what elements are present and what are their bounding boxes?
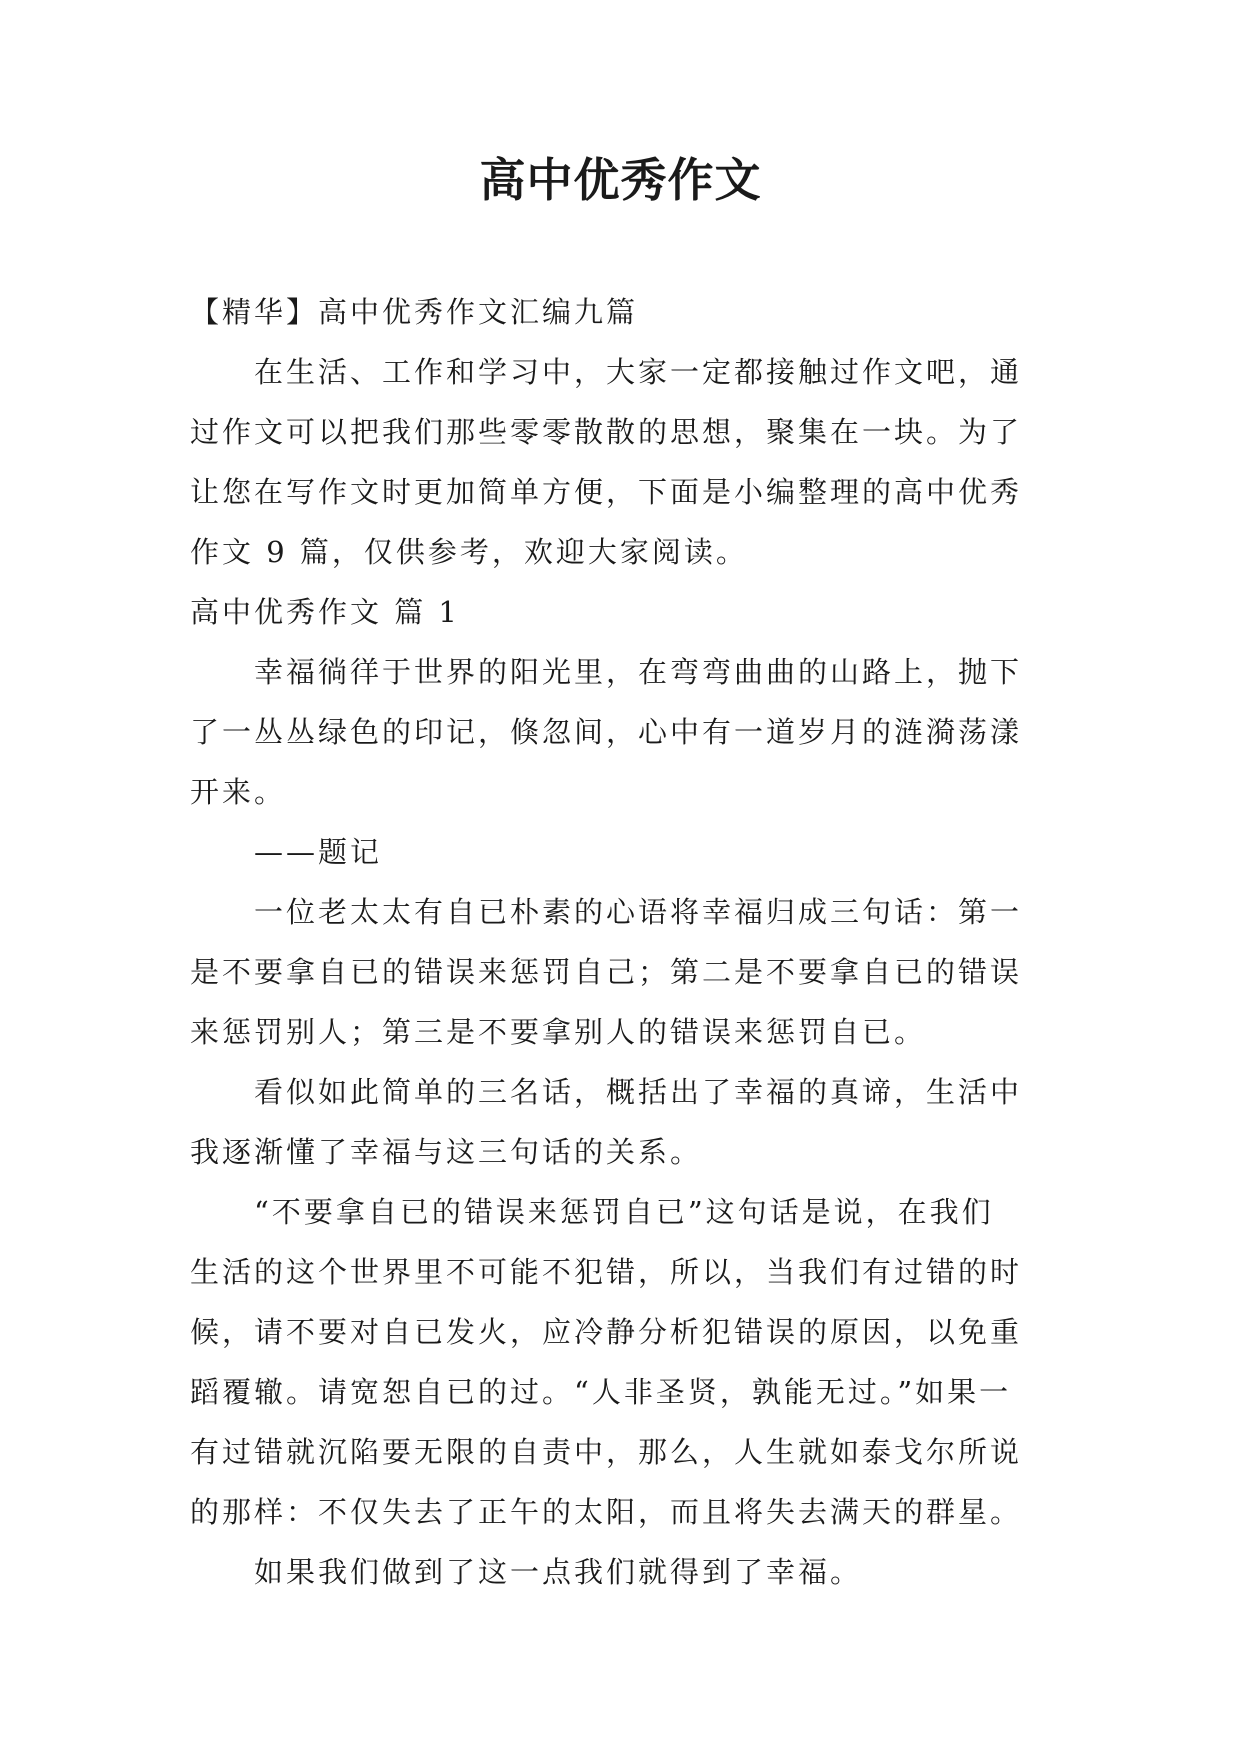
body-text-line: 有过错就沉陷要无限的自责中，那么，人生就如泰戈尔所说: [190, 1435, 1023, 1469]
body-text-line: 来惩罚别人；第三是不要拿别人的错误来惩罚自已。: [190, 1015, 927, 1049]
body-text-line: 作文 9 篇，仅供参考，欢迎大家阅读。: [190, 535, 748, 569]
body-text-line: 在生活、工作和学习中，大家一定都接触过作文吧，通: [254, 355, 1023, 389]
body-text-line: 我逐渐懂了幸福与这三句话的关系。: [190, 1135, 703, 1169]
body-text-line: 过作文可以把我们那些零零散散的思想，聚集在一块。为了: [190, 415, 1023, 449]
body-text-line: 候，请不要对自已发火，应冷静分析犯错误的原因，以免重: [190, 1315, 1023, 1349]
body-text-line: ——题记: [254, 835, 383, 869]
body-text-line: 生活的这个世界里不可能不犯错，所以，当我们有过错的时: [190, 1255, 1023, 1289]
body-text-line: 【精华】高中优秀作文汇编九篇: [190, 295, 639, 329]
body-text-line: 开来。: [190, 775, 287, 809]
body-text-line: 是不要拿自已的错误来惩罚自己；第二是不要拿自已的错误: [190, 955, 1023, 989]
body-text-line: 让您在写作文时更加简单方便，下面是小编整理的高中优秀: [190, 475, 1023, 509]
body-text-line: 了一丛丛绿色的印记，倏忽间，心中有一道岁月的涟漪荡漾: [190, 715, 1023, 749]
document-body: [190, 282, 1090, 1602]
body-text-line: 一位老太太有自已朴素的心语将幸福归成三句话：第一: [254, 895, 1023, 929]
body-text-line: 的那样：不仅失去了正午的太阳，而且将失去满天的群星。: [190, 1495, 1023, 1529]
body-text-line: 看似如此简单的三名话，概括出了幸福的真谛，生活中: [254, 1075, 1023, 1109]
body-text-line: 如果我们做到了这一点我们就得到了幸福。: [254, 1555, 863, 1589]
body-text-line: 幸福徜徉于世界的阳光里，在弯弯曲曲的山路上，抛下: [254, 655, 1023, 689]
document-title: 高中优秀作文: [479, 153, 762, 207]
body-text-line: 高中优秀作文 篇 1: [190, 595, 460, 629]
body-text-line: 蹈覆辙。请宽恕自已的过。“人非圣贤，孰能无过。”如果一: [190, 1375, 1012, 1409]
body-text-line: “不要拿自已的错误来惩罚自已”这句话是说，在我们: [254, 1195, 994, 1229]
